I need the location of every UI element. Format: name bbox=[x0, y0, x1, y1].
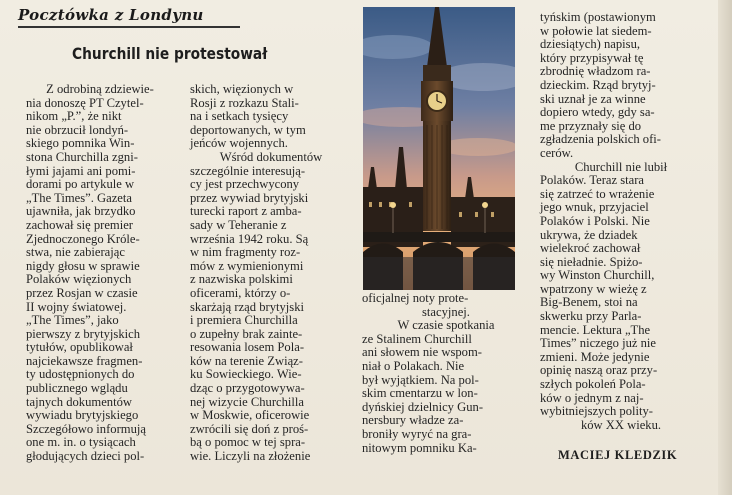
text-column-2 bbox=[190, 83, 352, 464]
column-line: września 1942 roku. Są bbox=[190, 231, 309, 246]
column-line: w Moskwie, oficerowie bbox=[190, 408, 310, 423]
column-line: o zupełny brak zainte- bbox=[190, 326, 303, 341]
column-line: wpatrzony w wieżę z bbox=[540, 281, 647, 296]
column-line: dyńskiej dzielnicy Gun- bbox=[362, 399, 484, 414]
column-line: ków o jednym z naj- bbox=[540, 390, 644, 405]
column-line: cy jest przechwycony bbox=[190, 177, 300, 192]
column-line: skich, więzionych w bbox=[190, 82, 294, 96]
column-line: przez wywiad brytyjski bbox=[190, 190, 309, 205]
page-edge bbox=[718, 0, 732, 495]
column-line: był wyjątkiem. Na pol- bbox=[362, 372, 479, 387]
column-line: Churchill nie lubił bbox=[574, 159, 668, 174]
column-line: nej wizycie Churchilla bbox=[190, 394, 305, 409]
column-line: ski uznał je za winne bbox=[540, 91, 646, 106]
article-headline: Churchill nie protestował bbox=[72, 44, 268, 63]
column-line: Times” niczego już nie bbox=[540, 336, 657, 351]
column-line: tajnych dokumentów bbox=[26, 394, 132, 409]
column-line: łymi jajami ani pomi- bbox=[26, 163, 136, 178]
column-line: ku Sowieckiego. Wie- bbox=[190, 367, 302, 382]
column-line: oficerami, którzy o- bbox=[190, 285, 291, 300]
column-line: jego wnuk, przyjaciel bbox=[540, 200, 649, 215]
column-line: nia donoszę PT Czytel- bbox=[26, 95, 144, 110]
column-line: Big-Benem, stoi na bbox=[540, 295, 638, 310]
column-line: skwerku przy Parla- bbox=[540, 309, 642, 324]
column-line: broniły wyryć na gra- bbox=[362, 426, 472, 441]
column-line: cerów. bbox=[540, 145, 574, 160]
column-line: publicznego wglądu bbox=[26, 381, 128, 396]
column-line: wywiadu brytyjskiego bbox=[26, 408, 139, 423]
column-line: skiego pomnika Win- bbox=[26, 136, 135, 151]
column-line: one m. in. o tysiącach bbox=[26, 435, 136, 450]
text-column-3 bbox=[362, 292, 530, 455]
column-line: nie obrzucił londyń- bbox=[26, 122, 129, 137]
column-line: zgładzenia polskich ofi- bbox=[540, 132, 661, 147]
column-line: nitowym pomniku Ka- bbox=[362, 440, 477, 455]
column-line: dopiero wtedy, gdy sa- bbox=[540, 105, 655, 120]
column-line: bą o pomoc w tej spra- bbox=[190, 435, 306, 450]
column-line: ujawniła, jak brzydko bbox=[26, 204, 136, 219]
column-line: ków XX wieku. bbox=[580, 417, 662, 432]
column-line: wie. Liczyli na złożenie bbox=[190, 449, 311, 464]
column-line: ze Stalinem Churchill bbox=[362, 331, 472, 346]
rubric-underline bbox=[18, 26, 240, 28]
column-line: nigdy głosu w sprawie bbox=[26, 258, 140, 273]
column-line: Wśród dokumentów bbox=[219, 149, 323, 164]
column-line: stacyjnej. bbox=[422, 304, 470, 319]
column-line: zachował się premier bbox=[26, 217, 133, 232]
column-line: zmieni. Może jedynie bbox=[540, 349, 650, 364]
column-line: się zatrzeć to wrażenie bbox=[540, 186, 655, 201]
text-column-4 bbox=[540, 11, 702, 432]
column-line: szczególnie interesują- bbox=[190, 163, 306, 178]
column-line: stwa, nie zabierając bbox=[26, 245, 125, 260]
column-line: mencie. Lektura „The bbox=[540, 322, 651, 337]
column-line: „The Times”. Gazeta bbox=[26, 190, 132, 205]
column-line: ków na terenie Związ- bbox=[190, 353, 303, 368]
column-line: w połowie lat siedem- bbox=[540, 23, 652, 38]
column-line: ani słowem nie wspom- bbox=[362, 345, 482, 360]
column-line: nikom „P.”, że nikt bbox=[26, 109, 122, 124]
column-line: stona Churchilla zgni- bbox=[26, 149, 138, 164]
column-line: Polaków i Polski. Nie bbox=[540, 213, 650, 228]
column-line: Rosji z rozkazu Stali- bbox=[190, 95, 299, 110]
big-ben-sunset-icon bbox=[363, 7, 515, 290]
column-line: dorami po artykule w bbox=[26, 177, 135, 192]
column-line: pierwszy z brytyjskich bbox=[26, 326, 141, 341]
column-line: turecki raport z amba- bbox=[190, 204, 302, 219]
text-column-1 bbox=[26, 83, 174, 464]
column-line: zwrócili się doń z proś- bbox=[190, 421, 309, 436]
column-line: z nazwiska polskimi bbox=[190, 272, 293, 287]
column-line: II wojny światowej. bbox=[26, 299, 127, 314]
column-line: Polaków. Teraz stara bbox=[540, 173, 645, 188]
column-line: skim cmentarzu w lon- bbox=[362, 386, 478, 401]
column-line: W czasie spotkania bbox=[397, 318, 495, 333]
column-line: zbrodnię władzom ra- bbox=[540, 64, 651, 79]
column-line: najciekawsze fragmen- bbox=[26, 353, 143, 368]
column-line: głodujących dzieci pol- bbox=[26, 449, 145, 464]
big-ben-photo bbox=[363, 7, 515, 290]
column-line: skarżają rząd brytyjski bbox=[190, 299, 304, 314]
column-line: wy Winston Churchill, bbox=[540, 268, 655, 283]
column-line: tyńskim (postawionym bbox=[540, 10, 656, 24]
column-line: wybitniejszych polity- bbox=[540, 404, 653, 419]
column-line: ty udostępnionych do bbox=[26, 367, 135, 382]
column-line: opinię naszą oraz przy- bbox=[540, 363, 658, 378]
column-line: który przypisywał tę bbox=[540, 50, 644, 65]
author-byline: MACIEJ KLEDZIK bbox=[558, 448, 678, 462]
column-line: jeńców wojennych. bbox=[190, 136, 288, 151]
column-line: deportowanych, w tym bbox=[190, 122, 306, 137]
column-line: dzieckim. Rząd brytyj- bbox=[540, 77, 656, 92]
column-line: w nim fragmenty roz- bbox=[190, 245, 301, 260]
column-line: Zjednoczonego Króle- bbox=[26, 231, 140, 246]
column-line: „The Times”, jako bbox=[26, 313, 119, 328]
column-line: mów z wymienionymi bbox=[190, 258, 304, 273]
section-rubric: Pocztówka z Londynu bbox=[18, 6, 204, 24]
column-line: przez Rosjan w czasie bbox=[26, 285, 138, 300]
column-line: tytułów, opublikował bbox=[26, 340, 133, 355]
column-line: sady w Teheranie z bbox=[190, 217, 287, 232]
column-line: dząc o przygotowywa- bbox=[190, 381, 305, 396]
column-line: się nieładnie. Spiżo- bbox=[540, 254, 643, 269]
column-line: nersbury władze za- bbox=[362, 413, 464, 428]
column-line: na i setkach tysięcy bbox=[190, 109, 289, 124]
column-line: resowania losem Pola- bbox=[190, 340, 305, 355]
column-line: Szczegółowo informują bbox=[26, 421, 146, 436]
column-line: dziesiątych) napisu, bbox=[540, 37, 641, 52]
column-line: wielekroć zachował bbox=[540, 241, 641, 256]
column-line: Polaków więzionych bbox=[26, 272, 132, 287]
column-line: me przyznały się do bbox=[540, 118, 642, 133]
column-line: i premiera Churchilla bbox=[190, 313, 298, 328]
column-line: ukrywa, że dziadek bbox=[540, 227, 638, 242]
column-line: oficjalnej noty prote- bbox=[362, 291, 469, 305]
column-line: szłych pokoleń Pola- bbox=[540, 377, 646, 392]
column-line: Z odrobiną zdziewie- bbox=[46, 82, 154, 96]
column-line: niał o Polakach. Nie bbox=[362, 358, 465, 373]
